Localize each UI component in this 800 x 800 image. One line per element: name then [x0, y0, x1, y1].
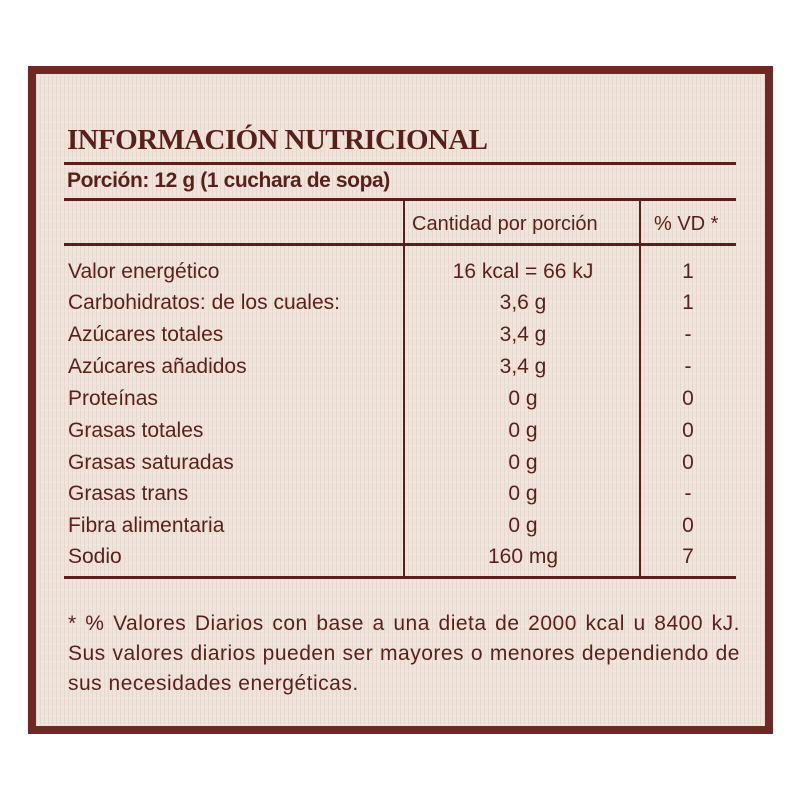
nutrient-name: Proteínas [68, 387, 158, 410]
nutrient-vd: 7 [682, 545, 694, 568]
table-row [0, 541, 800, 573]
nutrient-amount: 0 g [508, 387, 538, 410]
table-bottom-divider [64, 576, 736, 579]
nutrient-amount: 3,6 g [499, 291, 547, 314]
nutrient-name: Grasas totales [68, 419, 204, 442]
nutrient-amount: 0 g [508, 451, 538, 474]
nutrient-name: Grasas saturadas [68, 451, 234, 474]
nutrient-name: Carbohidratos: de los cuales: [68, 291, 340, 314]
table-row [0, 256, 800, 288]
nutrient-amount: 0 g [508, 419, 538, 442]
nutrient-name: Azúcares totales [68, 323, 224, 346]
header-amount: Cantidad por porción [412, 213, 598, 235]
nutrient-vd: - [684, 482, 692, 505]
nutrient-amount: 16 kcal = 66 kJ [452, 260, 594, 283]
nutrient-name: Sodio [68, 545, 122, 568]
table-row [0, 319, 800, 351]
portion-divider [64, 198, 736, 201]
nutrient-vd: 1 [682, 291, 694, 314]
nutrient-name: Fibra alimentaria [68, 514, 225, 537]
table-row [0, 478, 800, 510]
header-vd: % VD * [654, 213, 719, 235]
portion-size: Porción: 12 g (1 cuchara de sopa) [67, 169, 390, 192]
nutrient-amount: 3,4 g [499, 355, 547, 378]
nutrient-vd: 0 [682, 419, 694, 442]
nutrient-vd: 1 [682, 260, 694, 283]
nutrient-amount: 3,4 g [499, 323, 547, 346]
nutrient-vd: 0 [682, 451, 694, 474]
table-row [0, 287, 800, 319]
footnote: * % Valores Diarios con base a una dieta de 2000 kcal u 8400 kJ. Sus valores diarios pueden ser mayores o menores dependiendo de sus necesidades energéticas. [68, 612, 740, 695]
table-row [0, 351, 800, 383]
nutrient-amount: 0 g [508, 482, 538, 505]
nutrient-name: Azúcares añadidos [68, 355, 247, 378]
table-row [0, 447, 800, 479]
nutrient-vd: - [684, 323, 692, 346]
nutrient-name: Valor energético [68, 260, 220, 283]
title-divider [64, 162, 736, 165]
nutrient-vd: 0 [682, 387, 694, 410]
nutrient-vd: 0 [682, 514, 694, 537]
nutrient-amount: 160 mg [487, 545, 559, 568]
table-row [0, 510, 800, 542]
header-divider [64, 243, 736, 246]
nutrient-vd: - [684, 355, 692, 378]
label-title: INFORMACIÓN NUTRICIONAL [67, 124, 488, 156]
nutrient-name: Grasas trans [68, 482, 189, 505]
nutrient-amount: 0 g [508, 514, 538, 537]
table-row [0, 415, 800, 447]
table-row [0, 383, 800, 415]
